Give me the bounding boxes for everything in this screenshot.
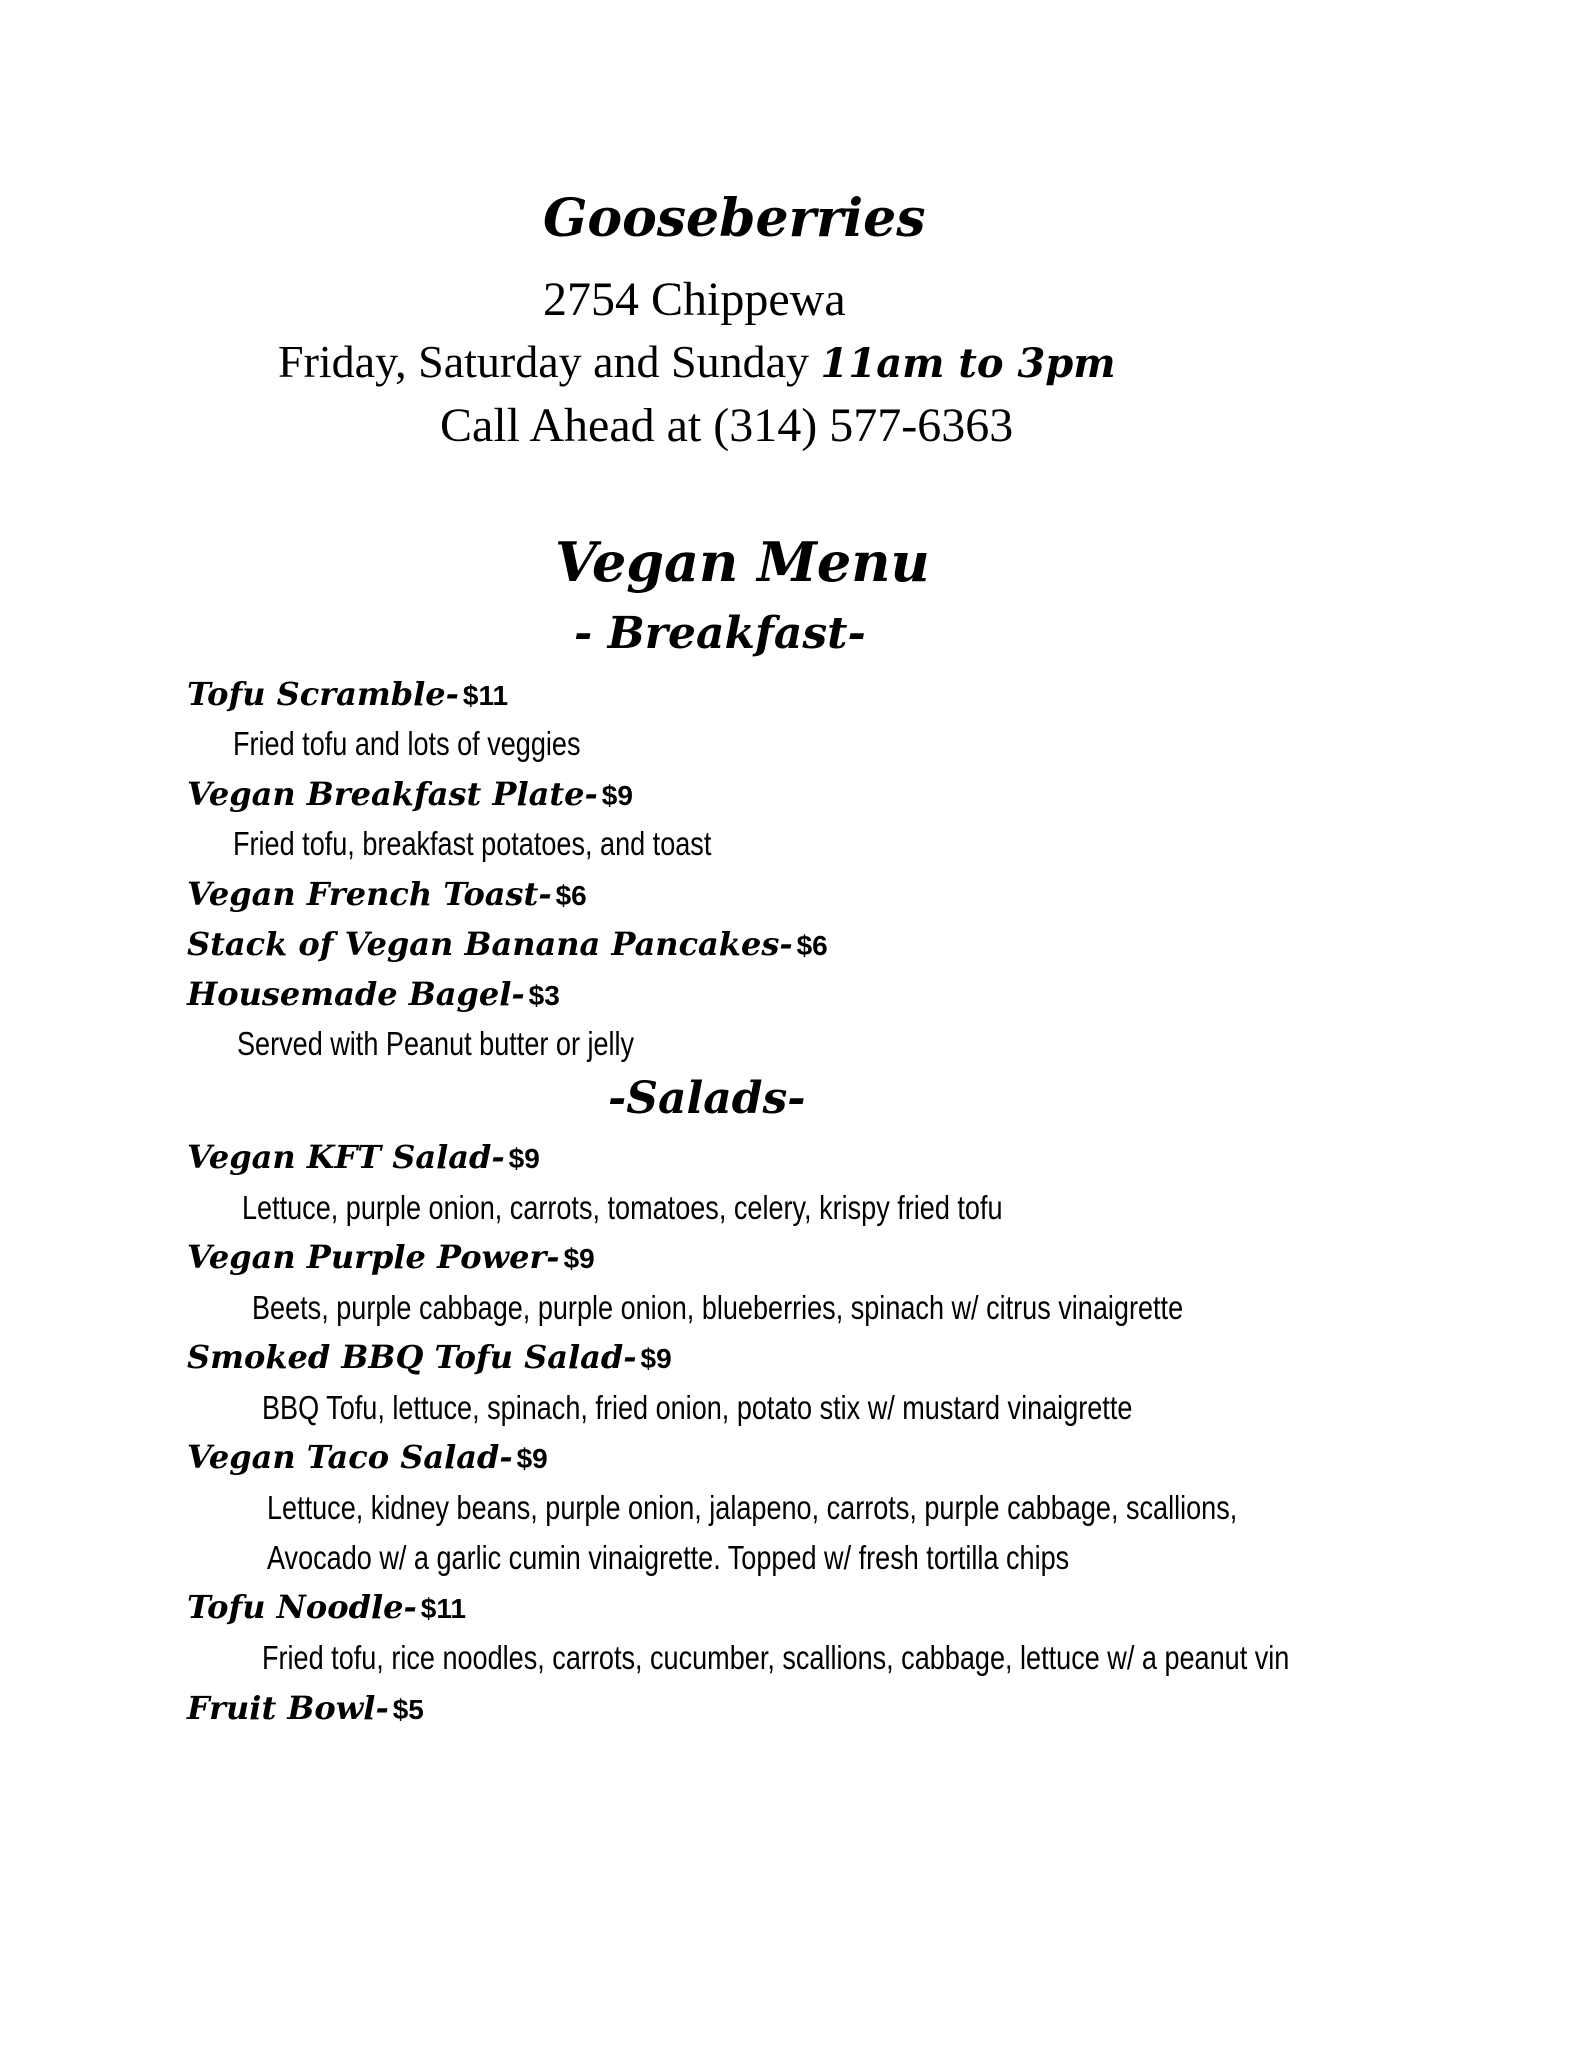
menu-item-description: Lettuce, purple onion, carrots, tomatoes, celery, krispy fried tofu [242, 1189, 1003, 1226]
menu-item-name [187, 1338, 672, 1376]
menu-title: Vegan Menu [555, 530, 930, 594]
item-price: $11 [462, 680, 509, 711]
item-title: Vegan French Toast- [187, 875, 552, 913]
item-price: $9 [563, 1243, 595, 1274]
menu-item-description: Fried tofu and lots of veggies [233, 725, 581, 762]
menu-item-description: Avocado w/ a garlic cumin vinaigrette. Topped w/ fresh tortilla chips [267, 1539, 1070, 1576]
menu-item-name [187, 975, 560, 1013]
menu-item-description: Beets, purple cabbage, purple onion, blueberries, spinach w/ citrus vinaigrette [252, 1289, 1184, 1326]
menu-item-description: Served with Peanut butter or jelly [237, 1025, 635, 1062]
menu-item-name [187, 1438, 548, 1476]
item-price: $11 [420, 1593, 466, 1624]
opening-hours [278, 335, 1116, 388]
menu-item-name [187, 875, 587, 913]
item-price: $5 [392, 1694, 424, 1725]
item-title: Tofu Noodle- [187, 1588, 417, 1626]
item-title: Tofu Scramble- [187, 675, 459, 713]
menu-item-name [187, 925, 828, 963]
menu-item-description: Fried tofu, rice noodles, carrots, cucumber, scallions, cabbage, lettuce w/ a peanut vin [262, 1639, 1290, 1676]
item-price: $3 [528, 980, 560, 1011]
menu-item-name [187, 1588, 466, 1626]
item-title: Vegan Taco Salad- [187, 1438, 513, 1476]
item-price: $6 [796, 930, 828, 961]
item-price: $9 [640, 1343, 672, 1374]
menu-item-description: Fried tofu, breakfast potatoes, and toast [233, 825, 712, 862]
restaurant-address: 2754 Chippewa [543, 273, 846, 326]
item-title: Vegan Breakfast Plate- [187, 775, 598, 813]
restaurant-name: Gooseberries [543, 188, 926, 249]
item-price: $9 [601, 780, 633, 811]
opening-time: 11am to 3pm [820, 340, 1116, 387]
menu-item-description: Lettuce, kidney beans, purple onion, jalapeno, carrots, purple cabbage, scallions, [267, 1489, 1238, 1526]
item-title: Fruit Bowl- [187, 1689, 389, 1727]
section-title-breakfast: - Breakfast- [574, 608, 866, 659]
item-price: $6 [555, 880, 587, 911]
item-title: Vegan KFT Salad- [187, 1138, 505, 1176]
phone-number: Call Ahead at (314) 577-6363 [440, 399, 1014, 452]
item-title: Stack of Vegan Banana Pancakes- [187, 925, 793, 963]
item-price: $9 [508, 1143, 540, 1174]
menu-item-name [187, 775, 633, 813]
menu-item-name [187, 1689, 424, 1727]
item-title: Smoked BBQ Tofu Salad- [187, 1338, 637, 1376]
menu-item-name [187, 1238, 595, 1276]
item-title: Housemade Bagel- [187, 975, 525, 1013]
menu-item-name [187, 1138, 540, 1176]
section-title-salads: -Salads- [608, 1073, 806, 1124]
menu-item-name [187, 675, 508, 713]
item-title: Vegan Purple Power- [187, 1238, 560, 1276]
opening-days: Friday, Saturday and Sunday [278, 336, 810, 387]
item-price: $9 [516, 1443, 548, 1474]
menu-item-description: BBQ Tofu, lettuce, spinach, fried onion, potato stix w/ mustard vinaigrette [262, 1389, 1133, 1426]
